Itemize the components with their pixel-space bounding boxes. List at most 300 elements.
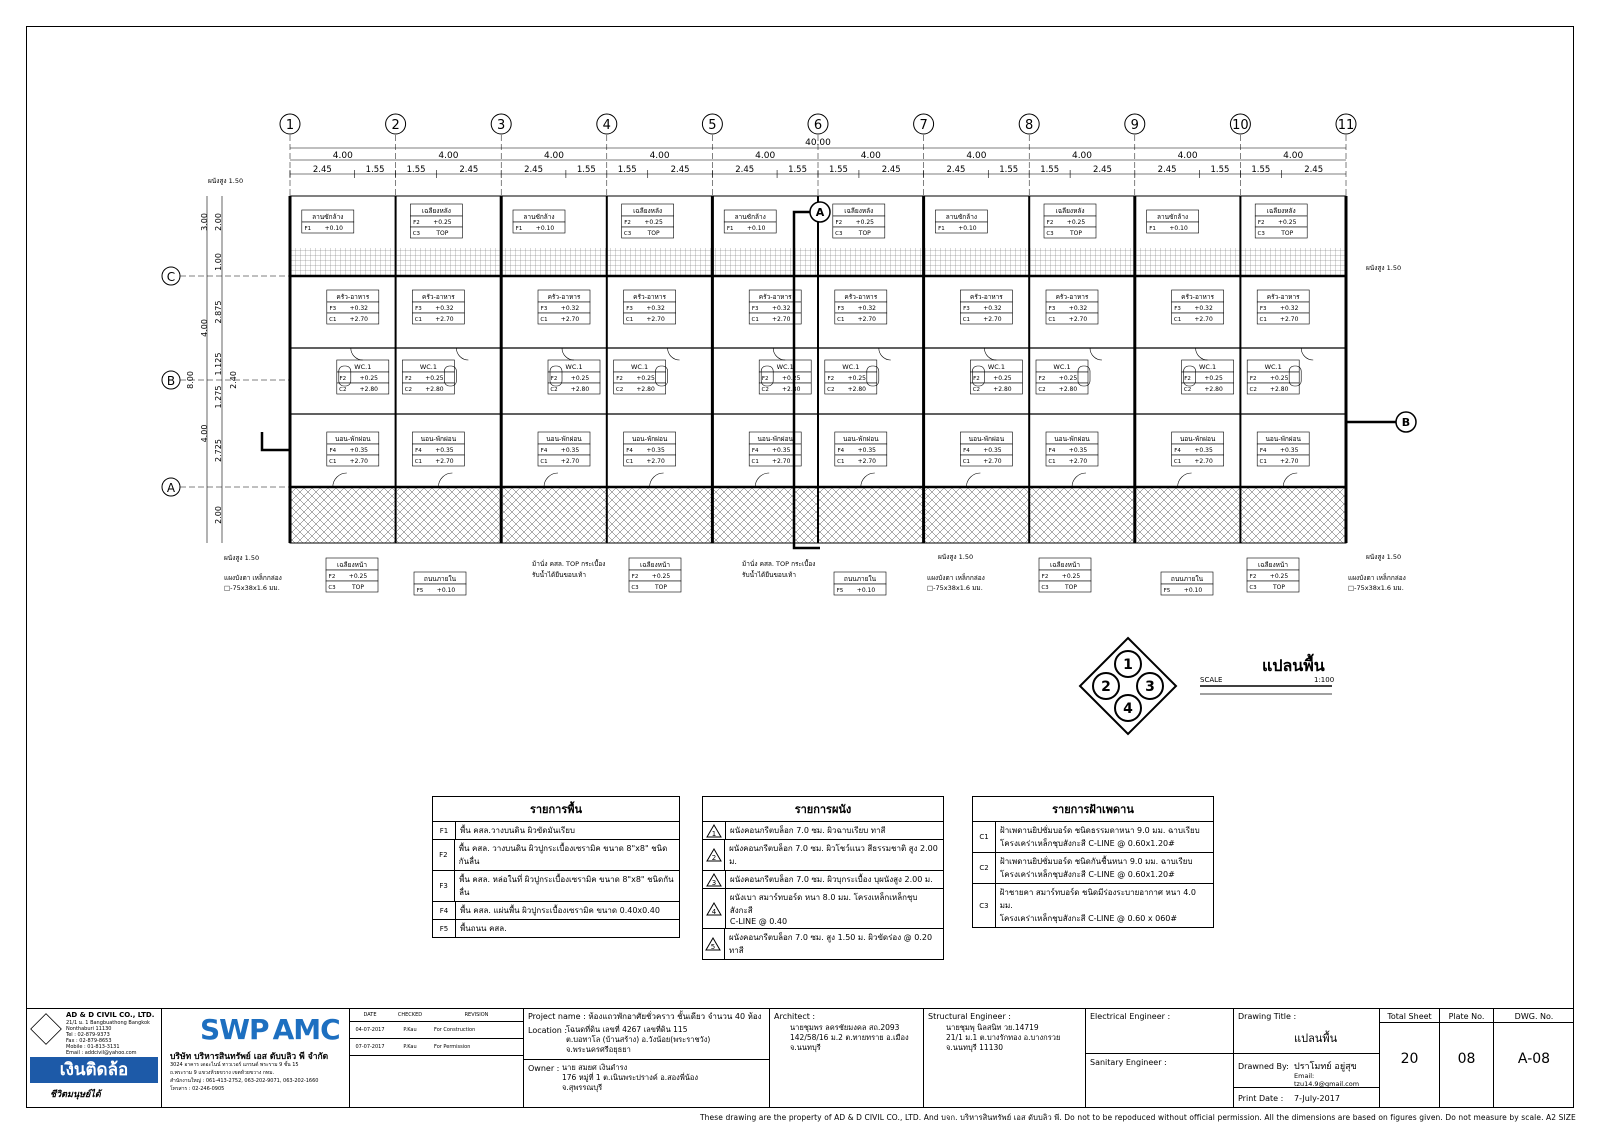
- utility-tag-code: F1: [1149, 226, 1156, 232]
- utility-tag-value: +0.10: [535, 225, 555, 232]
- dwg-no-value: A-08: [1517, 1051, 1551, 1067]
- rear-porch-tag-code: F2: [1046, 220, 1054, 226]
- door-swing: [333, 473, 347, 487]
- section-line: [262, 432, 290, 450]
- dim-text: 2.45: [735, 165, 755, 175]
- bedroom-tag-value: +0.35: [435, 447, 454, 454]
- dim-text: 1.55: [365, 165, 385, 175]
- bedroom-tag-value: +2.70: [983, 458, 1002, 465]
- print-date-label: Print Date :: [1238, 1094, 1284, 1103]
- bedroom-tag-value: +2.70: [1194, 458, 1213, 465]
- partition-note: □-75x38x1.6 มม.: [1348, 584, 1404, 592]
- kitchen-tag-value: +2.70: [646, 316, 665, 323]
- total-sheet-label: Total Sheet: [1380, 1011, 1439, 1023]
- ngern-sub: ชีวิตมนุษย์ได้: [50, 1090, 101, 1100]
- kitchen-tag-code: C1: [329, 317, 337, 323]
- bedroom-tag-code: F4: [1259, 448, 1267, 454]
- partition-note: □-75x38x1.6 มม.: [927, 584, 983, 592]
- bedroom-tag-value: +0.35: [560, 447, 580, 454]
- key-3: 3: [1145, 679, 1155, 695]
- dim-text: 2.00: [214, 506, 223, 524]
- wc-tag-value: +2.80: [782, 386, 801, 393]
- wall-type-icon: [703, 929, 725, 959]
- dim-text: 2.45: [881, 165, 901, 175]
- floor-legend-title: รายการพื้น: [433, 797, 679, 822]
- kitchen-tag-value: +0.32: [349, 305, 368, 312]
- grid-label-col: 10: [1232, 118, 1249, 133]
- rear-porch-tag-value: TOP: [858, 230, 871, 237]
- rev-date: 04-07-2017: [355, 1027, 385, 1033]
- bedroom-tag-value: +0.35: [1280, 447, 1299, 454]
- svg-text:2: 2: [711, 854, 716, 862]
- wc-tag-value: +0.25: [1204, 375, 1223, 382]
- front-porch-tag-code: F2: [631, 574, 639, 580]
- partition-note: □-75x38x1.6 มม.: [224, 584, 280, 592]
- kitchen-tag-value: +2.70: [983, 316, 1002, 323]
- utility-tag-value: +0.10: [958, 225, 977, 232]
- owner-text: นาย สมยศ เงินดำรง 176 หมู่ที่ 1 ต.เนินพระปรางค์ อ.สองพี่น้อง จ.สุพรรณบุรี: [562, 1063, 699, 1092]
- kitchen-tag-value: +0.32: [435, 305, 454, 312]
- bench-note: รับน้ำได้ยืนขอบเท้า: [532, 571, 587, 579]
- wall-type-icon: [703, 871, 726, 888]
- kitchen-tag-label: ครัว-อาหาร: [844, 293, 878, 301]
- rear-porch-tag-value: TOP: [1281, 230, 1294, 237]
- walkway-tag-value: +0.10: [1183, 587, 1203, 594]
- bedroom-tag-value: +2.70: [560, 458, 580, 465]
- wc-tag-value: +0.25: [847, 375, 866, 382]
- kitchen-tag-label: ครัว-อาหาร: [1266, 293, 1300, 301]
- dim-text: 2.00: [214, 213, 223, 231]
- legend-text: พื้นถนน คสล.: [460, 924, 507, 933]
- bedroom-tag-code: C1: [625, 459, 634, 465]
- print-date-value: 7-July-2017: [1294, 1094, 1340, 1103]
- grid-label-row: A: [166, 481, 176, 495]
- ceiling-legend-title: รายการฝ้าเพดาน: [973, 797, 1213, 822]
- wc-tag-code: F2: [973, 376, 980, 382]
- bedroom-tag-code: C1: [540, 459, 548, 465]
- total-sheet-cell: [1380, 1009, 1440, 1108]
- dim-text: 2.40: [229, 371, 238, 389]
- dim-text: 1.55: [576, 165, 596, 175]
- bedroom-tag-value: +2.70: [646, 458, 665, 465]
- legend-row: [703, 840, 943, 871]
- dim-text: 2.45: [1157, 165, 1177, 175]
- wc-tag-value: +0.25: [993, 375, 1012, 382]
- dim-text: 2.875: [214, 300, 223, 324]
- kitchen-tag-value: +2.70: [1194, 316, 1213, 323]
- legend-text: พื้น คสล.วางบนดิน ผิวขัดมันเรียบ: [460, 826, 575, 835]
- kitchen-tag-label: ครัว-อาหาร: [758, 293, 792, 301]
- utility-tag-label: ลานซักล้าง: [1156, 213, 1189, 221]
- wall-note: ผนังสูง 1.50: [224, 554, 260, 562]
- dim-text: 4.00: [755, 151, 776, 161]
- svg-text:5: 5: [711, 943, 716, 951]
- ceiling-legend: [972, 796, 1214, 928]
- dim-text: 4.00: [438, 151, 459, 161]
- wc-tag-code: F2: [1249, 376, 1257, 382]
- bedroom-tag-label: นอน-พักผ่อน: [968, 435, 1005, 443]
- kitchen-tag-code: C1: [1048, 317, 1056, 323]
- wall-note: ผนังสูง 1.50: [938, 553, 974, 561]
- door-swing: [861, 473, 875, 487]
- rear-porch-tag-label: เฉลียงหลัง: [1055, 207, 1085, 215]
- scale-value: 1:100: [1314, 676, 1335, 684]
- wall-note: ผนังสูง 1.50: [1366, 264, 1402, 272]
- wall-note: ผนังสูง 1.50: [1366, 553, 1402, 561]
- legend-row: [433, 871, 679, 902]
- dim-text: 1.55: [1251, 165, 1271, 175]
- rear-porch-tag-code: C3: [1046, 231, 1054, 237]
- legend-code: F2: [433, 840, 455, 870]
- wc-tag-value: +0.25: [782, 375, 801, 382]
- total-sheet-value: 20: [1400, 1051, 1419, 1067]
- rear-porch-tag-value: +0.25: [1066, 219, 1086, 226]
- front-porch-tag-label: เฉลียงหน้า: [1050, 561, 1080, 569]
- wc-tag-value: +2.80: [1058, 386, 1078, 393]
- door-swing: [438, 473, 452, 487]
- legend-row: [703, 929, 943, 959]
- bedroom-tag-value: +2.70: [435, 458, 454, 465]
- utility-tag-label: ลานซักล้าง: [312, 213, 344, 221]
- walkway-tag-value: +0.10: [856, 587, 876, 594]
- door-swing: [1283, 473, 1297, 487]
- grid-label-col: 4: [602, 118, 611, 133]
- dim-text: 1.275: [214, 385, 223, 409]
- kitchen-tag-code: C1: [1173, 317, 1182, 323]
- kitchen-tag-value: +2.70: [1068, 316, 1088, 323]
- dim-text: 4.00: [200, 424, 209, 443]
- door-swing: [544, 473, 558, 487]
- utility-tag-label: ลานซักล้าง: [945, 213, 978, 221]
- rev-revision-header: REVISION: [464, 1012, 489, 1018]
- front-porch-tag-value: TOP: [654, 584, 668, 591]
- wc-tag-code: F2: [616, 376, 623, 382]
- dwg-no-cell: [1494, 1009, 1574, 1108]
- dim-text: 8.00: [186, 371, 195, 389]
- section-mark-label: B: [1401, 416, 1411, 429]
- kitchen-tag-value: +2.70: [435, 316, 454, 323]
- kitchen-tag-value: +2.70: [560, 316, 580, 323]
- email: Email: tzu14.9@gmail.com: [1294, 1072, 1360, 1088]
- wc-tag-code: C2: [1183, 387, 1192, 393]
- dim-text: 2.45: [312, 165, 332, 175]
- bedroom-tag-code: C1: [962, 459, 971, 465]
- wc-tag-code: F2: [405, 376, 412, 382]
- kitchen-tag-value: +0.32: [857, 305, 876, 312]
- wc-tag-value: +2.80: [993, 386, 1012, 393]
- kitchen-tag-code: C1: [414, 317, 423, 323]
- dim-text: 4.00: [200, 319, 209, 337]
- utility-tag-label: ลานซักล้าง: [734, 213, 766, 221]
- wc-tag-value: +2.80: [570, 386, 590, 393]
- legend-code: F4: [433, 902, 456, 919]
- door-swing: [1301, 348, 1313, 360]
- legend-text: พื้น คสล. วางบนดิน ผิวปูกระเบื้องเซรามิค ขนาด 8"x8" ชนิดกันลื่น: [458, 844, 668, 866]
- grid-label-col: 9: [1130, 118, 1139, 133]
- door-swing: [1072, 473, 1086, 487]
- door-swing: [879, 348, 891, 360]
- architect-cell: [770, 1009, 924, 1108]
- consultant-name: AD & D CIVIL CO., LTD.: [66, 1011, 155, 1019]
- grid-label-col: 11: [1337, 118, 1355, 133]
- engineers-cell: [1086, 1009, 1234, 1108]
- bedroom-tag-value: +2.70: [857, 458, 876, 465]
- bedroom-tag-code: C1: [1259, 459, 1267, 465]
- wc-tag-code: F2: [761, 376, 769, 382]
- rear-porch-tag-value: +0.25: [1278, 219, 1297, 226]
- legend-code: F5: [433, 920, 456, 937]
- utility-tag-value: +0.10: [747, 225, 766, 232]
- bedroom-tag-code: C1: [751, 459, 759, 465]
- front-porch-tag-code: F2: [328, 574, 336, 580]
- walkway-tag-code: F5: [416, 588, 424, 594]
- grid-label-col: 6: [813, 118, 823, 133]
- kitchen-tag-code: F3: [1259, 306, 1267, 312]
- rear-porch-tag-value: TOP: [1069, 230, 1083, 237]
- title-block: [26, 1008, 1574, 1108]
- legend-code: F1: [433, 822, 456, 839]
- bedroom-tag-value: +2.70: [772, 458, 791, 465]
- bedroom-tag-code: F4: [751, 448, 759, 454]
- rear-porch-tag-label: เฉลียงหลัง: [844, 207, 874, 215]
- room-key-diagram: [1078, 636, 1178, 736]
- utility-tag-value: +0.10: [1169, 225, 1188, 232]
- kitchen-tag-label: ครัว-อาหาร: [1181, 293, 1215, 301]
- front-porch-tag-value: TOP: [351, 584, 365, 591]
- bedroom-tag-code: F4: [329, 448, 337, 454]
- front-porch-tag-value: +0.25: [1269, 573, 1289, 580]
- bedroom-tag-code: C1: [1048, 459, 1056, 465]
- bedroom-tag-code: F4: [540, 448, 548, 454]
- legend-row: [973, 884, 1213, 927]
- front-porch-tag-code: C3: [1249, 585, 1257, 591]
- kitchen-tag-value: +2.70: [1280, 316, 1299, 323]
- project-cell: [524, 1009, 770, 1108]
- wc-tag-label: WC.1: [1053, 363, 1071, 371]
- rear-porch-tag-code: C3: [412, 231, 421, 237]
- dim-text: 4.00: [1071, 151, 1093, 161]
- bedroom-tag-code: F4: [626, 448, 633, 454]
- wc-tag-value: +2.80: [1270, 386, 1289, 393]
- rev-date-header: DATE: [363, 1012, 377, 1018]
- door-swing: [351, 348, 363, 360]
- kitchen-tag-label: ครัว-อาหาร: [336, 293, 370, 301]
- dim-text: 1.55: [1040, 165, 1060, 175]
- bedroom-tag-code: F4: [415, 448, 422, 454]
- wc-tag-value: +2.80: [636, 386, 655, 393]
- walkway-tag-code: F5: [1163, 588, 1171, 594]
- plate-value: 08: [1457, 1051, 1476, 1067]
- architect-text: นายชุมพร ลครชัยมงคล สถ.2093 142/58/16 ม.2 ต.ทายทราย อ.เมือง จ.นนทบุรี: [790, 1023, 909, 1052]
- front-porch-tag-label: เฉลียงหน้า: [1258, 561, 1288, 569]
- rear-porch-tag-code: C3: [1257, 231, 1265, 237]
- wall-type-icon: [703, 889, 726, 928]
- bedroom-tag-label: นอน-พักผ่อน: [1265, 435, 1301, 443]
- legend-code: C1: [973, 822, 996, 852]
- door-swing: [966, 473, 980, 487]
- consultant-address: 21/1 ม. 1 Bangbuathong Bangkok Nonthaburi 11130 Tel : 02-879-9373 Fax : 02-879-8653 Mobile : 01-813-3131 Email : addcivil@yahoo.com: [66, 1020, 150, 1056]
- wc-tag-value: +2.80: [425, 386, 444, 393]
- bedroom-tag-value: +2.70: [1068, 458, 1088, 465]
- wc-tag-code: C2: [972, 387, 981, 393]
- utility-tag-label: ลานซักล้าง: [523, 213, 555, 221]
- front-porch-tag-code: F2: [1041, 574, 1049, 580]
- utility-tag-code: F1: [938, 226, 945, 232]
- svg-text:1: 1: [711, 829, 717, 838]
- kitchen-tag-label: ครัว-อาหาร: [547, 293, 581, 301]
- dim-text: 2.45: [1304, 165, 1324, 175]
- kitchen-tag-code: C1: [1259, 317, 1267, 323]
- grid-label-col: 5: [708, 118, 717, 133]
- legend-row: [703, 822, 943, 840]
- plate-label: Plate No.: [1440, 1011, 1493, 1023]
- kitchen-tag-code: F3: [329, 306, 337, 312]
- kitchen-tag-code: F3: [1174, 306, 1181, 312]
- wc-tag-code: F2: [1038, 376, 1046, 382]
- wc-tag-value: +0.25: [425, 375, 444, 382]
- kitchen-tag-value: +0.32: [1068, 305, 1088, 312]
- kitchen-tag-label: ครัว-อาหาร: [969, 293, 1003, 301]
- rear-porch-tag-value: +0.25: [644, 219, 663, 226]
- walkway-tag-label: ถนนภายใน: [1170, 575, 1204, 583]
- wc-tag-value: +2.80: [1204, 386, 1223, 393]
- dim-text: 2.45: [1092, 165, 1112, 175]
- legend-text: ฝ้าชายคา สมาร์ทบอร์ด ชนิดมีร่องระบายอากาศ หนา 4.0 มม. โครงเคร่าเหล็กชุบสังกะสี C-LINE @ 0.60 x 060#: [999, 888, 1197, 923]
- wc-tag-code: C2: [404, 387, 413, 393]
- partition-note: แผงบังตา เหล็กกล่อง: [927, 574, 985, 582]
- utility-tag-code: F1: [304, 226, 312, 232]
- grid-label-col: 2: [391, 118, 400, 133]
- kitchen-tag-value: +0.32: [1194, 305, 1213, 312]
- kitchen-tag-code: C1: [837, 317, 845, 323]
- location-text: โฉนดที่ดิน เลขที่ 4267 เลขที่ดิน 115 ต.บอทาโล (บ้านสร้าง) อ.วังน้อย(พระราชวัง) จ.พระนครศรีอยุธยา: [566, 1025, 711, 1054]
- dim-text: 2.725: [214, 439, 223, 462]
- door-swing: [456, 348, 468, 360]
- walkway-tag-label: ถนนภายใน: [843, 575, 877, 583]
- rear-porch-tag-value: +0.25: [855, 219, 874, 226]
- drawing-info-cell: [1234, 1009, 1380, 1108]
- wc-tag-value: +2.80: [847, 386, 866, 393]
- project-name: ห้องแถวพักอาศัยชั่วคราว ชั้นเดียว จำนวน 40 ห้อง: [588, 1012, 762, 1021]
- front-porch-tag-label: เฉลียงหน้า: [640, 561, 670, 569]
- grid-label-row: C: [166, 270, 176, 284]
- kitchen-tag-label: ครัว-อาหาร: [421, 293, 455, 301]
- door-swing: [984, 348, 996, 360]
- revision-row: [350, 1039, 523, 1056]
- rear-porch-tag-value: TOP: [647, 230, 660, 237]
- bedroom-tag-value: +2.70: [1280, 458, 1299, 465]
- bedroom-tag-value: +0.35: [1194, 447, 1213, 454]
- wc-tag-code: C2: [1249, 387, 1257, 393]
- wc-tag-code: F2: [827, 376, 835, 382]
- wc-tag-code: F2: [1184, 376, 1191, 382]
- owner-logo-cell: [162, 1009, 350, 1108]
- kitchen-tag-value: +0.32: [560, 305, 580, 312]
- legend-text: ฝ้าเพดานยิปซั่มบอร์ด ชนิดกันชื้นหนา 9.0 มม. ฉาบเรียบ โครงเคร่าเหล็กชุบสังกะสี C-LINE @ 0.60x1.20#: [1000, 857, 1193, 879]
- legend-text: พื้น คสล. แผ่นพื้น ผิวปูกระเบื้องเซรามิค ขนาด 0.40x0.40: [460, 906, 660, 915]
- dim-text: 4.00: [966, 151, 987, 161]
- dim-text: 1.55: [999, 165, 1019, 175]
- bedroom-tag-label: นอน-พักผ่อน: [1054, 435, 1090, 443]
- wc-tag-label: WC.1: [631, 363, 649, 371]
- dim-text: 4.00: [860, 151, 881, 161]
- legend-text: ผนังคอนกรีตบล็อก 7.0 ซม. สูง 1.50 ม. ผิวขัดร่อง @ 0.20 ทาสี: [728, 933, 933, 955]
- kitchen-tag-label: ครัว-อาหาร: [1055, 293, 1089, 301]
- wc-tag-code: C2: [339, 387, 347, 393]
- brand-sub: บริษัท บริหารสินทรัพย์ เอส ดับบลิว พี จำกัด: [170, 1052, 329, 1062]
- legend-row: [973, 853, 1213, 884]
- plate-cell: [1440, 1009, 1494, 1108]
- rev-checked-header: CHECKED: [397, 1012, 423, 1018]
- revision-row: [350, 1022, 523, 1039]
- bedroom-tag-value: +0.35: [1068, 447, 1088, 454]
- dim-text: 2.45: [459, 165, 479, 175]
- legend-code: C2: [973, 853, 996, 883]
- door-swing: [562, 348, 574, 360]
- architect-label: Architect :: [774, 1012, 816, 1021]
- dim-text: 3.00: [200, 213, 209, 231]
- grid-label-col: 3: [497, 118, 506, 133]
- dim-text: 1.00: [214, 253, 223, 271]
- wc-tag-label: WC.1: [1264, 363, 1282, 371]
- dim-text: 4.00: [1283, 151, 1304, 161]
- kitchen-tag-code: F3: [415, 306, 422, 312]
- kitchen-tag-value: +0.32: [1280, 305, 1299, 312]
- wc-tag-code: C2: [761, 387, 769, 393]
- wc-tag-label: WC.1: [1199, 363, 1217, 371]
- drawn-by-value: ปราโมทย์ อยู่สุข: [1294, 1062, 1357, 1072]
- wc-tag-label: WC.1: [987, 363, 1005, 371]
- kitchen-tag-code: F3: [837, 306, 845, 312]
- walkway-tag-label: ถนนภายใน: [423, 575, 457, 583]
- rev-checked: P.Kau: [403, 1044, 417, 1050]
- dim-overall: 40.00: [805, 138, 831, 148]
- rear-porch-tag-value: TOP: [436, 230, 449, 237]
- dim-text: 1.55: [788, 165, 808, 175]
- rear-porch-tag-code: F2: [624, 220, 631, 226]
- bedroom-tag-code: C1: [329, 459, 337, 465]
- kitchen-tag-value: +2.70: [772, 316, 791, 323]
- bedroom-tag-value: +0.35: [772, 447, 791, 454]
- kitchen-tag-code: F3: [963, 306, 970, 312]
- rear-porch-tag-code: F2: [835, 220, 843, 226]
- wall-type-icon: [703, 822, 726, 839]
- kitchen-tag-value: +0.32: [983, 305, 1002, 312]
- electrical-label: Electrical Engineer :: [1090, 1012, 1171, 1021]
- drawing-title: แปลนพื้น: [1262, 656, 1325, 675]
- front-porch-tag-value: TOP: [1272, 584, 1286, 591]
- drawing-title-value: แปลนพื้น: [1294, 1032, 1338, 1045]
- dim-text: 2.45: [670, 165, 690, 175]
- wc-tag-value: +0.25: [359, 375, 378, 382]
- bench-note: ม้านั่ง คสล. TOP กระเบื้อง: [742, 560, 816, 568]
- kitchen-tag-value: +2.70: [857, 316, 876, 323]
- swp-logo: [200, 1013, 340, 1046]
- consultant-cell: [26, 1009, 162, 1108]
- kitchen-tag-value: +2.70: [349, 316, 368, 323]
- ngern-text: เงินติดล้อ: [59, 1060, 129, 1080]
- wall-note: ผนังสูง 1.50: [208, 177, 244, 185]
- bedroom-tag-value: +0.35: [983, 447, 1002, 454]
- key-1: 1: [1123, 657, 1133, 673]
- rear-porch-tag-label: เฉลียงหลัง: [1266, 207, 1296, 215]
- front-porch-tag-code: C3: [1041, 585, 1049, 591]
- bedroom-tag-label: นอน-พักผ่อน: [420, 435, 457, 443]
- dim-text: 4.00: [332, 151, 353, 161]
- walkway-tag-code: F5: [836, 588, 844, 594]
- key-4: 4: [1123, 701, 1133, 717]
- rev-text: For Permission: [434, 1044, 471, 1050]
